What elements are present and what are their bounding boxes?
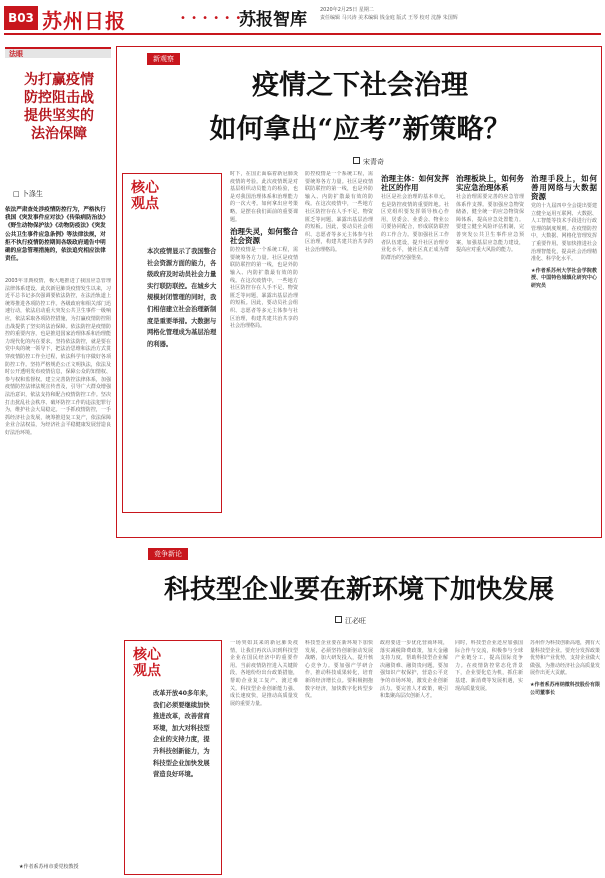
column-label: 法眼	[5, 47, 111, 58]
header-rule	[4, 33, 601, 35]
left-lead: 依法严肃查处涉疫情防控行为，严格执行我国《突发事件应对法》《传染病防治法》《野生动物保护法》《动物防疫法》《突发公共卫生事件应急条例》等法律法规，对拒不执行疫情防控期间各级政府通告中明确的应急管理措施的，依法追究相应法律责任。	[5, 207, 109, 263]
left-column	[5, 47, 111, 873]
top-column-5: 治理手段上，如何善用网络与大数据资源 党的十九届四中全会提出要建立健全运用互联网、大数据、人工智能等技术手段进行行政管理的制度规则。在疫情防控中，大数据、网格化管理发挥了重要作用。要加快推进社会治理智能化，提高社会治理精准化、科学化水平。 ★作者系苏州大学社会学院教授、中国特色城镇化研究中心研究员	[531, 174, 597, 289]
date-line: 2020年2月25日 星期二	[320, 7, 374, 13]
left-headline: 为打赢疫情 防控阻击战 提供坚实的 法治保障	[24, 72, 94, 142]
bottom-column-5: 苏州作为科技创新高地，拥有大量科技型企业。要充分发挥政策优势和产业优势，支持企业做大做强，为推动经济社会高质量发展作出更大贡献。 ★作者系苏州纳微科技股份有限公司董事长	[530, 640, 600, 696]
bottom-title: 科技型企业要在新环境下加快发展	[163, 575, 554, 605]
bottom-article-tag: 竞争新论	[148, 548, 188, 560]
left-signature: ★作者系苏州市委党校教授	[19, 864, 79, 870]
bottom-column-3: 政府要进一步优化营商环境，落实减税降费政策，加大金融支持力度，帮助科技型企业解决融资难、融资贵问题。要加强知识产权保护，营造公平竞争的市场环境，激发企业创新活力。要完善人才政策，吸引和集聚高层次创新人才。	[380, 640, 448, 700]
top-article	[116, 46, 602, 538]
core-label: 核心 观点	[131, 180, 159, 212]
top-core-card	[122, 173, 222, 513]
editors-line: 责任编辑 马兴涛 美术编辑 钱金庭 版式 王琴 校对 沈静 朱国辉	[320, 15, 458, 21]
bottom-column-1: 一场突如其来的新冠肺炎疫情，让我们再次认识到科技型企业在国民经济中的重要作用。当前疫情防控进入关键阶段，各地纷纷出台政策措施，帮助企业复工复产、渡过难关。科技型企业创新能力强、成长速度快，是推动高质量发展的重要力量。	[230, 640, 298, 707]
bottom-core-card	[124, 640, 222, 875]
top-title-line1: 疫情之下社会治理	[252, 70, 468, 101]
bottom-column-2: 科技型企业要在新环境下加快发展，必须坚持创新驱动发展战略，加大研发投入，提升核心竞争力。要加强产学研合作，推动科技成果转化，培育新的经济增长点。要积极拥抱数字经济，加快数字化转型步伐。	[305, 640, 373, 700]
bottom-signature: ★作者系苏州纳微科技股份有限公司董事长	[530, 681, 600, 696]
page-code: B03	[4, 6, 38, 30]
top-title-line2: 如何拿出“应考”新策略？	[209, 114, 511, 145]
top-author: 宋青奇	[353, 157, 384, 167]
bottom-author: 江必旺	[335, 616, 366, 626]
top-article-tag: 新观察	[147, 53, 180, 65]
core-points: 本次疫情显示了我国整合社会资源方面的能力，各级政府及时动员社会力量实行联防联控。在城乡大规模封闭管理的同时，我们相信建立社会治理新制度是重要举措。大数据与网格化管理成为基层治理的利器。	[147, 248, 217, 348]
section-title: 苏报智库	[239, 10, 307, 30]
top-column-2: 防控疫情是一个系统工程，需要统筹各方力量。社区是疫情联防联控的第一线，也是外防输入、内防扩散最有效的防线。在这次疫情中，一些地方社区防控存在人手不足、物资匮乏等问题，暴露出基层治理的短板。因此，要动员社会组织、志愿者等多元主体参与社区治理，构建共建共治共享的社会治理格局。	[305, 171, 373, 253]
top-column-3: 治理主体：如何发挥社区的作用 社区是社会治理的基本单元，也是防控疫情的重要阵地。社区党组织要发挥领导核心作用，居委会、业委会、物业公司要协同配合，形成联防联控的工作合力。要加强社区工作者队伍建设，提升社区治理专业化水平，使社区真正成为群防群治的坚强堡垒。	[381, 174, 449, 261]
left-author: □ 卜涤生	[13, 190, 43, 198]
top-signature: ★作者系苏州大学社会学院教授、中国特色城镇化研究中心研究员	[531, 267, 597, 289]
bottom-column-4: 同时，科技型企业还应加强国际合作与交流，积极参与全球产业链分工，提高国际竞争力。在疫情防控常态化背景下，企业要化危为机，抓住新基建、新消费等发展机遇，实现高质量发展。	[455, 640, 523, 692]
core-label: 核心 观点	[133, 647, 161, 679]
top-column-1: 时下，在国正面临着新冠肺炎疫情的考验。此次疫情既是对基层组织动员能力的检验，也是对我国治理体系和治理能力的一次大考。如何拿出应考策略，是摆在我们面前的重要课题。 治理失灵，如何整合社会资源 防控疫情是一个系统工程，需要统筹各方力量。社区是疫情联防联控的第一线，也是外防输入、内防扩散最有效的防线。在这次疫情中，一些地方社区防控存在人手不足、物资匮乏等问题，暴露出基层治理的短板。因此，要动员社会组织、志愿者等多元主体参与社区治理，构建共建共治共享的社会治理格局。	[230, 171, 298, 330]
paper-name: 苏州日报	[42, 9, 126, 33]
header-divider-dots: • • • • • •	[180, 13, 243, 24]
header-meta	[320, 6, 458, 22]
top-column-4: 治理板块上，如何务实应急治理体系 社会治理需要完善的应急管理体系作支撑。要加强应急物资储备，健全统一的应急物资保障体系，提高应急处置能力。要建立健全风险评估机制，完善突发公共卫生事件应急预案，加强基层应急能力建设，提高应对重大风险的能力。	[456, 174, 524, 254]
core-points: 改革开放40多年来，我们必须要继续加快推进改革，改善营商环境，加大对科技型企业的支持力度，提升科技创新能力，为科技型企业加快发展营造良好环境。	[153, 690, 213, 779]
left-body: 2003年非典疫情，极大地推进了我国应急管理法律体系建设。此次新冠肺炎疫情发生以来，习近平总书记多次强调要依法防控，在法治轨道上统筹推进各项防控工作。各级政府和相关部门迅速行动，依法启动重大突发公共卫生事件一级响应，依法采取各项防控措施，为打赢疫情防控阻击战提供了坚实的法治保障。依法防控是疫情防控的重要内容，也是推进国家治理体系和治理能力现代化的内在要求。坚持依法防控，就是要在党中央的统一领导下，把法治思维和法治方式贯穿疫情防控工作全过程，依法科学有序做好各项防控工作。坚持严格规范公正文明执法，依法及时公开透明发布疫情信息，保障公众的知情权、参与权和监督权。建立完善防控法律体系，加强疫情防控法律法规宣传普及，引导广大群众增强法治意识，依法支持和配合疫情防控工作。坚决打击扰乱社会秩序、破坏防控工作的违法犯罪行为，维护社会大局稳定。一手抓疫情防控，一手抓经济社会发展，统筹推进复工复产，依法保障企业合法权益，为经济社会平稳健康发展营造良好法治环境。	[5, 278, 111, 436]
